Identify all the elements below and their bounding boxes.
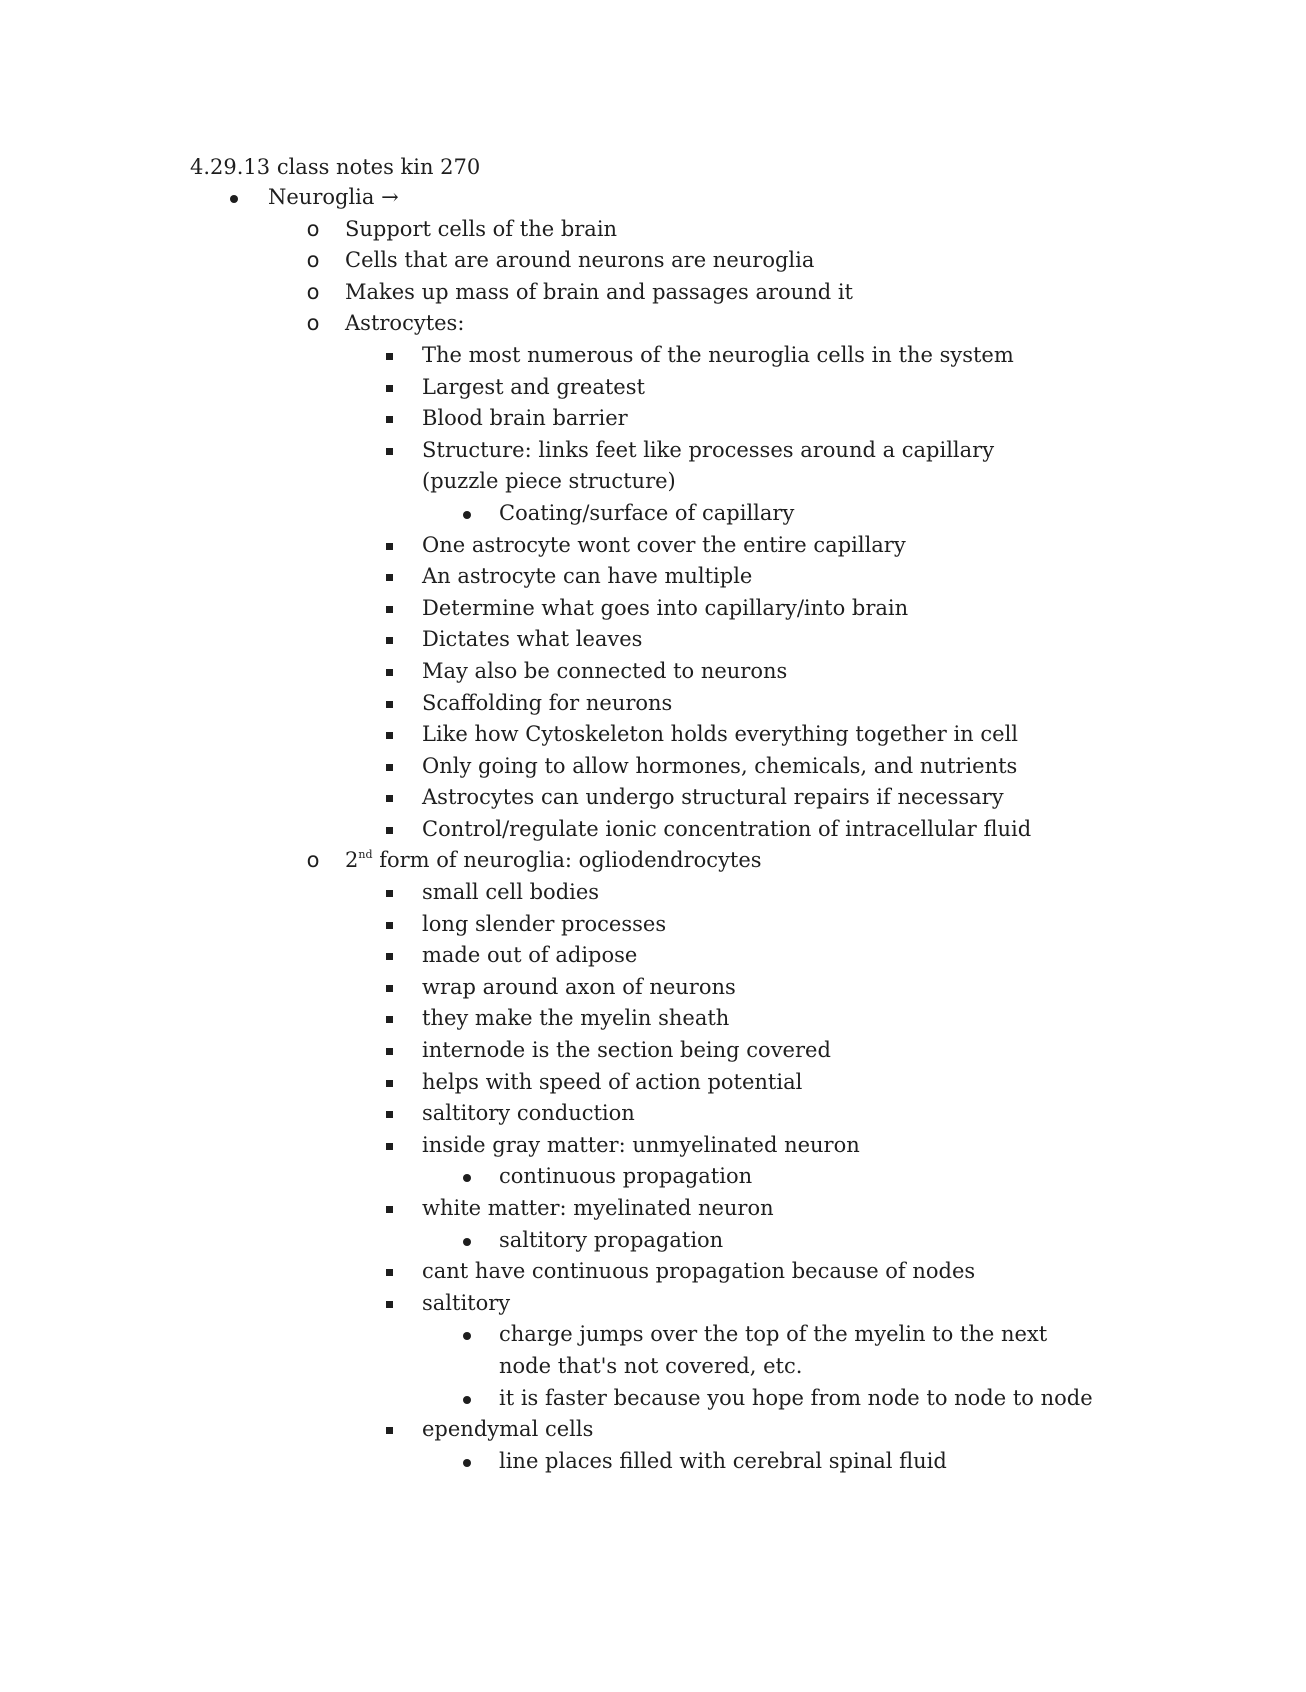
list-item: o Cells that are around neurons are neuroglia [0,245,1306,277]
oligodendrocytes-sublist [0,877,1306,1477]
list-item: May also be connected to neurons [422,658,788,683]
astrocytes-sublist [0,340,1306,846]
list-item: made out of adipose [422,943,638,968]
list-item-neuroglia [0,182,1306,1477]
list-item: Dictates what leaves [422,627,643,652]
list-item: o Makes up mass of brain and passages around it [0,277,1306,309]
bullet-circle-icon: o [306,279,320,304]
list-item: line places filled with cerebral spinal fluid [499,1448,947,1473]
list-item-structure: Structure: links feet like processes around a capillary (puzzle piece structure) Coating/surface of capillary [0,435,1306,530]
list-item: it is faster because you hope from node to node to node [499,1385,1093,1410]
page-title: 4.29.13 class notes kin 270 [190,155,481,179]
list-item: The most numerous of the neuroglia cells in the system [422,342,1014,367]
list-item: Only going to allow hormones, chemicals, and nutrients [422,753,1018,778]
list-item: Control/regulate ionic concentration of intracellular fluid [422,816,1032,841]
list-item: continuous propagation [499,1164,753,1189]
bullet-circle-icon: o [306,311,320,336]
list-item: One astrocyte wont cover the entire capillary [422,532,906,557]
bullet-circle-icon: o [306,216,320,241]
list-item: Blood brain barrier [422,406,628,431]
list-item: they make the myelin sheath [422,1006,730,1031]
bullet-circle-icon: o [306,248,320,273]
list-item-white-matter: white matter: myelinated neuron saltitory propagation [0,1193,1306,1256]
list-item-saltitory: saltitory charge jumps over the top of the myelin to the next node that's not covered, etc. it is faster because you hope from node to node to node [0,1288,1306,1414]
bullet-circle-icon: o [306,848,320,873]
list-item-oligodendrocytes [0,845,1306,1477]
list-item: helps with speed of action potential [422,1069,803,1094]
list-item: Largest and greatest [422,374,645,399]
outline-list [0,182,1306,1477]
list-item: wrap around axon of neurons [422,974,736,999]
list-item: Scaffolding for neurons [422,690,673,715]
list-item: Like how Cytoskeleton holds everything together in cell [422,722,1018,747]
list-item: Astrocytes can undergo structural repairs if necessary [422,785,1004,810]
list-item: Coating/surface of capillary [499,500,795,525]
list-item: saltitory propagation [499,1227,724,1252]
list-item: small cell bodies [422,880,600,905]
list-item: Determine what goes into capillary/into brain [422,595,909,620]
neuroglia-sublist [0,214,1306,1478]
neuroglia-heading: Neuroglia [268,185,375,209]
list-item: internode is the section being covered [422,1038,831,1063]
list-item: o Support cells of the brain [0,214,1306,246]
structure-sublist [0,498,1306,530]
oligodendrocytes-heading: 2nd form of neuroglia: ogliodendrocytes [345,848,762,873]
astrocytes-heading: Astrocytes: [345,311,465,336]
list-item: long slender processes [422,911,667,936]
list-item: An astrocyte can have multiple [422,564,753,589]
list-item-gray-matter: inside gray matter: unmyelinated neuron continuous propagation [0,1130,1306,1193]
list-item: charge jumps over the top of the myelin to the next node that's not covered, etc. [499,1322,1048,1378]
list-item: saltitory conduction [422,1101,635,1126]
list-item-astrocytes [0,308,1306,845]
arrow-right-icon: → [381,185,399,209]
list-item-ependymal: ependymal cells line places filled with cerebral spinal fluid [0,1414,1306,1477]
list-item: cant have continuous propagation because of nodes [422,1259,976,1284]
